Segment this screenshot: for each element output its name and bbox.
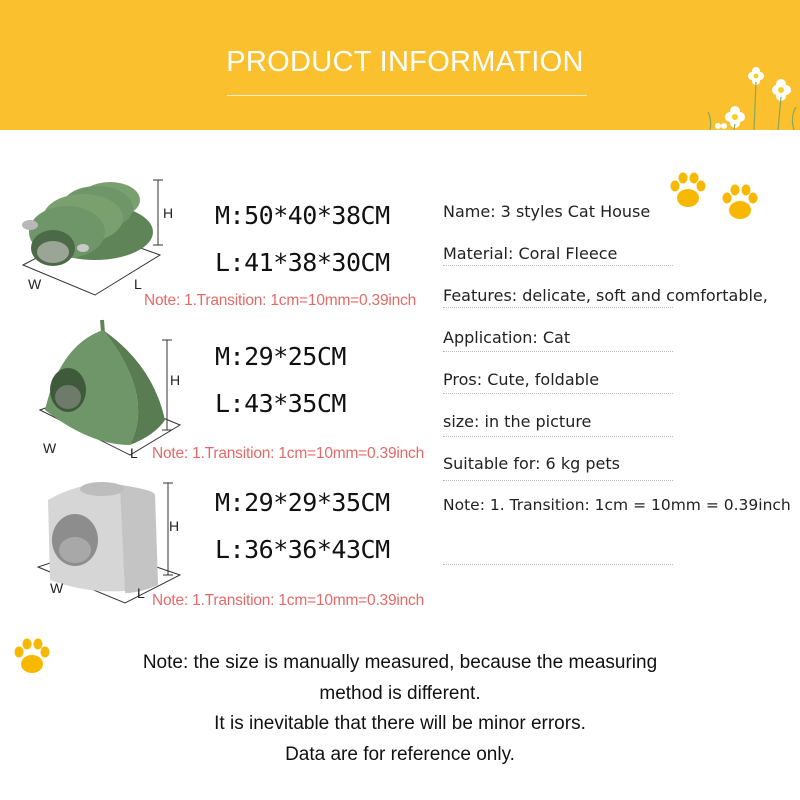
tent-cat-bed-image [35,315,185,465]
width-label: W [28,276,42,292]
width-label: W [50,580,64,596]
spec-row [443,360,673,402]
disclaimer-note [0,648,800,770]
spec-divider [443,393,673,394]
spec-row [443,276,768,318]
spec-row [443,234,673,276]
spec-divider [443,436,673,437]
spec-divider [443,480,673,481]
spec-row [443,486,791,528]
transition-note: Note: 1.Transition: 1cm=10mm=0.39inch [152,592,425,609]
size-l: L:41*38*30CM [215,248,390,277]
title-underline [227,95,587,96]
spec-suitable: Suitable for: 6 kg pets [443,454,620,473]
spec-application: Application: Cat [443,328,571,347]
spec-divider [443,265,673,266]
spec-size: size: in the picture [443,412,592,431]
paw-print-icon [668,170,708,212]
spec-divider [443,564,673,565]
spec-divider [443,351,673,352]
length-label: L [134,276,142,292]
transition-note: Note: 1.Transition: 1cm=10mm=0.39inch [144,292,417,309]
size-m: M:29*25CM [215,342,346,371]
height-label: H [170,372,181,388]
spec-note: Note: 1. Transition: 1cm = 10mm = 0.39inch [443,496,791,514]
transition-note: Note: 1.Transition: 1cm=10mm=0.39inch [152,445,425,462]
spec-material: Material: Coral Fleece [443,244,618,263]
size-m: M:50*40*38CM [215,201,390,230]
header-banner [0,0,800,130]
height-label: H [169,518,180,534]
spec-row [443,318,673,360]
size-m: M:29*29*35CM [215,488,390,517]
length-label: L [137,585,145,601]
paw-print-icon [720,182,760,224]
disclaimer-line: It is inevitable that there will be minor errors. [214,713,586,734]
page-title: PRODUCT INFORMATION [226,46,584,78]
width-label: W [43,440,57,456]
disclaimer-line: method is different. [319,682,481,704]
size-l: L:43*35CM [215,389,346,418]
size-l: L:36*36*43CM [215,535,390,564]
spec-divider [443,307,673,308]
spec-name: Name: 3 styles Cat House [443,202,651,221]
disclaimer-line: Note: the size is manually measured, because the measuring [142,652,658,673]
flower-decoration-icon [690,62,800,130]
disclaimer-line: Data are for reference only. [285,743,515,765]
spec-pros: Pros: Cute, foldable [443,370,600,389]
length-label: L [130,445,138,461]
spec-row [443,192,673,234]
spec-features: Features: delicate, soft and comfortable, [443,286,768,305]
height-label: H [163,205,174,221]
spec-row [443,402,673,444]
